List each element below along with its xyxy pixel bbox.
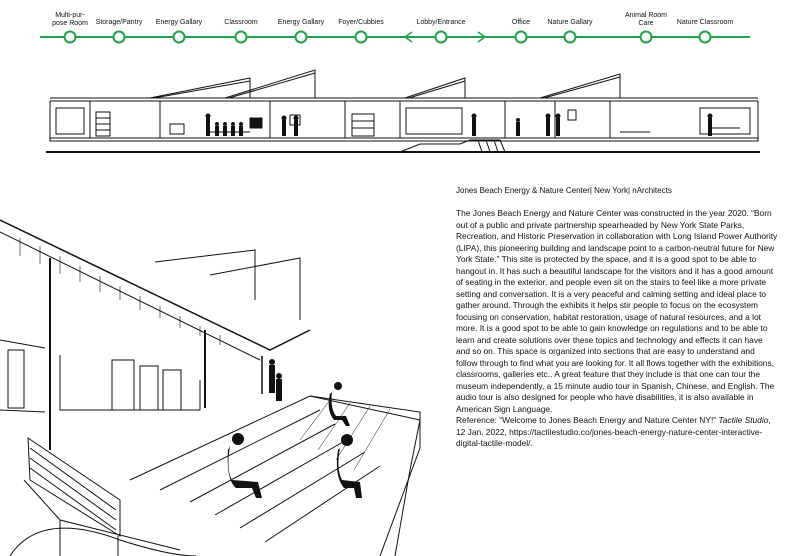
article-reference bbox=[456, 415, 778, 450]
timeline-stop-label-line: Care bbox=[638, 20, 654, 27]
circulation-timeline bbox=[0, 0, 794, 50]
timeline-stop-label bbox=[96, 19, 143, 27]
timeline-stop-label-line: Energy Gallary bbox=[277, 19, 325, 26]
reference-source: Tactile Studio bbox=[718, 415, 769, 425]
reference-prefix: Reference: “Welcome to Jones Beach Energy and Nature Center NY!” bbox=[456, 415, 717, 425]
timeline-stop-label bbox=[512, 19, 530, 27]
timeline-stop-marker bbox=[236, 32, 247, 43]
timeline-stop-marker bbox=[65, 32, 76, 43]
timeline-stop-label bbox=[224, 19, 257, 27]
timeline-stop-marker bbox=[565, 32, 576, 43]
timeline-stop-label-line: Foyer/Cubbies bbox=[338, 19, 384, 26]
timeline-stop-marker bbox=[700, 32, 711, 43]
timeline-stop-marker bbox=[174, 32, 185, 43]
timeline-stop-marker bbox=[296, 32, 307, 43]
article-body: The Jones Beach Energy and Nature Center was constructed in the year 2020. “Born out of a public and private partnership spearheaded by New York State Parks, Recreation, and Historic Preservation in collaboration with Long Island Power Authority (LIPA), this pioneering building and landscape point to a carbon-neutral future for New York State.” This site is protected by the space, and it is a good spot to be able to hangout in. It has such a beautiful landscape for the visitors and it has a good amount of seating in the exterior, and people even sit on the stairs to feel like a more private setting and conversation. It is a very peaceful and calming setting and ideal place to gather around. Through the exhibits it helps stir people to focus on the ecosystem focusing on conservation, habitat restoration, usage of natural resources, and a lot more. It is a good spot to be able to gain knowledge on regulations and to be able to learn and create solutions over these topics and technology and effects it can have and so on. This space is organized into sections that are easy to understand and follow through to find what you are looking for. It all flows together with the exhibitions, classrooms, galleries etc.. A great feature that they include is that one can tour the museum independently, a 15 minute audio tour in Spanish, Chinese, and English. The audio tour is also designed for people who have disabilities, it is also available in American Sign Language. bbox=[456, 208, 778, 414]
timeline-stop-label-line: Energy Gallary bbox=[155, 19, 203, 26]
timeline-stop-label-line: Storage/Pantry bbox=[95, 19, 143, 26]
timeline-stop-label-line: Multi-pur- bbox=[55, 12, 85, 19]
reference-details: , 12 Jan. 2022, https://tactilestudio.co/jones-beach-energy-nature-center-interactive-digital-tactile-model/. bbox=[456, 415, 771, 448]
timeline-stop-label-line: Office bbox=[511, 19, 531, 26]
timeline-stop-label bbox=[677, 19, 733, 27]
timeline-stop-label bbox=[547, 19, 592, 27]
timeline-stop-label-line: Lobby/Entrance bbox=[416, 19, 466, 26]
article-title: Jones Beach Energy & Nature Center| New York| nArchitects bbox=[456, 186, 672, 195]
timeline-stop-marker bbox=[356, 32, 367, 43]
timeline-stop-label-line: Classroom bbox=[224, 19, 258, 26]
timeline-stop-label-line: pose Room bbox=[52, 20, 88, 27]
timeline-stop-label bbox=[416, 19, 465, 27]
timeline-stop-label-line: Nature Gallary bbox=[547, 19, 593, 26]
timeline-stop-label bbox=[52, 12, 88, 28]
timeline-stop-marker bbox=[114, 32, 125, 43]
timeline-stop-label bbox=[156, 19, 202, 27]
timeline-stop-marker bbox=[436, 32, 447, 43]
building-section-drawing bbox=[0, 60, 794, 160]
timeline-stop-label-line: Nature Classroom bbox=[676, 19, 734, 26]
timeline-stop-label-line: Animal Room bbox=[624, 12, 668, 19]
timeline-stop-marker bbox=[516, 32, 527, 43]
timeline-stop-marker bbox=[641, 32, 652, 43]
timeline-stop-label bbox=[338, 19, 384, 27]
timeline-stop-label bbox=[278, 19, 324, 27]
timeline-stop-label bbox=[625, 12, 667, 28]
perspective-drawing bbox=[0, 180, 440, 556]
article-text-block bbox=[456, 186, 778, 450]
